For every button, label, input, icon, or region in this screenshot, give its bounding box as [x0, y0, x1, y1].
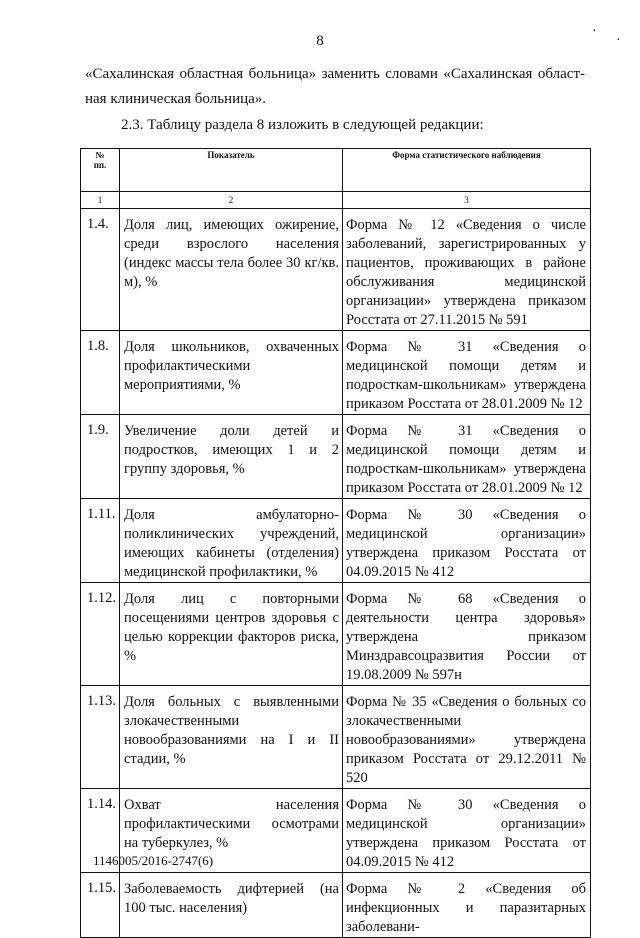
page-number: 8	[316, 33, 324, 49]
row-indicator: Доля лиц с повторными посещениями центров здоровья с целью коррекции факторов риска, %	[120, 583, 343, 686]
table-row	[81, 415, 591, 499]
item-heading: 2.3. Таблицу раздела 8 изложить в следующей редакции:	[121, 117, 484, 133]
row-number: 1.11.	[81, 499, 120, 583]
row-number: 1.8.	[81, 331, 120, 415]
document-code: 1146005/2016-2747(6)	[93, 853, 214, 868]
row-form: Форма № 2 «Сведения об инфекционных и паразитарных заболевани-	[343, 873, 591, 938]
row-indicator: Доля амбулаторно-поликлинических учреждений, имеющих кабинеты (отделения) медицинской профилактики, %	[120, 499, 343, 583]
indicator-table	[80, 148, 591, 938]
table-row	[81, 686, 591, 789]
column-number: 2	[120, 192, 343, 209]
intro-line: «Сахалинская областная больница» заменить словами «Сахалинская област-	[85, 66, 585, 82]
row-number: 1.14.	[81, 789, 120, 873]
intro-line: ная клиническая больница».	[85, 91, 267, 107]
column-header-indicator: Показатель	[120, 149, 343, 192]
row-form: Форма № 30 «Сведения о медицинской организации» утверждена приказом Росстата от 04.09.2015 № 412	[343, 499, 591, 583]
column-number-row	[81, 192, 591, 209]
scan-mark: ·	[592, 24, 597, 39]
row-form: Форма № 31 «Сведения о медицинской помощи детям и подросткам-школьникам» утверждена приказом Росстата от 28.01.2009 № 12	[343, 331, 591, 415]
row-number: 1.12.	[81, 583, 120, 686]
row-number: 1.4.	[81, 209, 120, 331]
row-form: Форма № 31 «Сведения о медицинской помощи детям и подросткам-школьникам» утверждена приказом Росстата от 28.01.2009 № 12	[343, 415, 591, 499]
column-number: 3	[343, 192, 591, 209]
row-form: Форма № 12 «Сведения о числе заболеваний, зарегистрированных у пациентов, проживающих в районе обслуживания медицинской организации» утверждена приказом Росстата от 27.11.2015 № 591	[343, 209, 591, 331]
table-row	[81, 209, 591, 331]
row-number: 1.15.	[81, 873, 120, 938]
row-form: Форма № 68 «Сведения о деятельности центра здоровья» утверждена приказом Минздравсоцразвития России от 19.08.2009 № 597н	[343, 583, 591, 686]
row-form: Форма № 30 «Сведения о медицинской организации» утверждена приказом Росстата от 04.09.2015 № 412	[343, 789, 591, 873]
table-row	[81, 499, 591, 583]
row-indicator: Доля школьников, охваченных профилактическими мероприятиями, %	[120, 331, 343, 415]
scan-mark: ·	[616, 33, 621, 48]
column-header-form: Форма статистического наблюдения	[343, 149, 591, 192]
row-indicator: Доля больных с выявленными злокачественными новообразованиями на I и II стадии, %	[120, 686, 343, 789]
row-indicator: Доля лиц, имеющих ожирение, среди взрослого населения (индекс массы тела более 30 кг/кв. м), %	[120, 209, 343, 331]
row-form: Форма № 35 «Сведения о больных со злокачественными новообразованиями» утверждена приказом Росстата от 29.12.2011 № 520	[343, 686, 591, 789]
row-indicator: Заболеваемость дифтерией (на 100 тыс. населения)	[120, 873, 343, 938]
row-indicator: Охват населения профилактическими осмотрами на туберкулез, %	[120, 789, 343, 873]
table-row	[81, 331, 591, 415]
table-row	[81, 873, 591, 938]
intro-paragraph	[85, 62, 585, 112]
column-header-number: № пп.	[81, 149, 120, 192]
table-header-row	[81, 149, 591, 192]
row-number: 1.9.	[81, 415, 120, 499]
row-number: 1.13.	[81, 686, 120, 789]
column-number: 1	[81, 192, 120, 209]
row-indicator: Увеличение доли детей и подростков, имеющих 1 и 2 группу здоровья, %	[120, 415, 343, 499]
table-row	[81, 583, 591, 686]
